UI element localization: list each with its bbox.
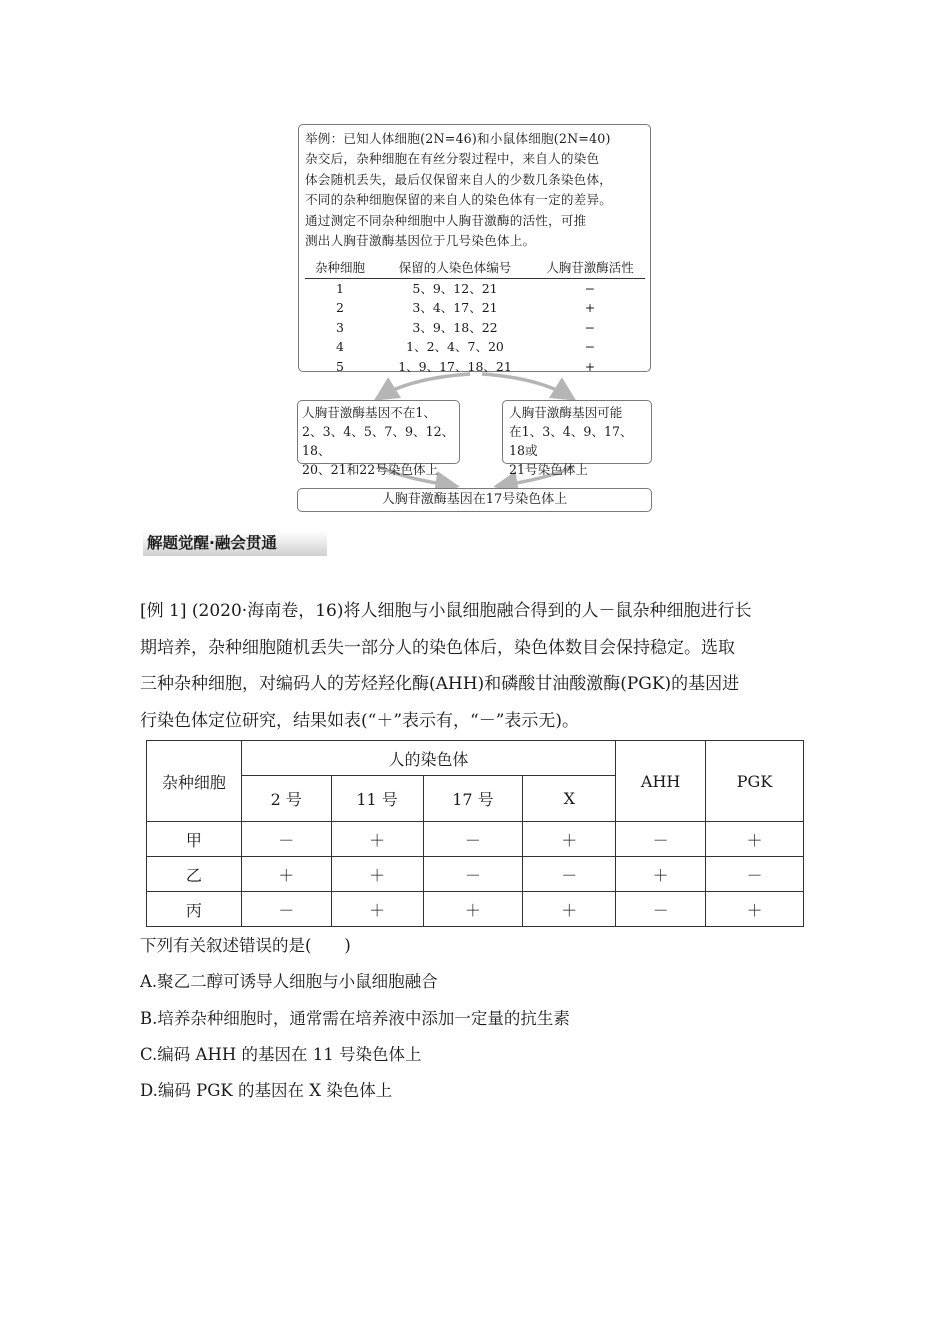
subheader-chrx: X <box>523 776 616 822</box>
example-line: 杂交后，杂种细胞在有丝分裂过程中，来自人的染色 <box>305 151 600 167</box>
table-cell: － <box>616 892 706 927</box>
arrow-to-left-box <box>378 374 470 398</box>
mini-cell: 2 <box>336 300 344 316</box>
mini-cell: 3、4、17、21 <box>412 300 498 316</box>
table-cell: 丙 <box>147 892 242 927</box>
excluded-chromosomes-box <box>297 400 460 477</box>
box-line: 2、3、4、5、7、9、12、18、 <box>302 424 455 458</box>
mini-header-cell: 保留的人染色体编号 <box>398 260 512 275</box>
question-line: 期培养，杂种细胞随机丢失一部分人的染色体后，染色体数目会保持稳定。选取 <box>140 637 735 658</box>
question-options <box>140 928 570 1109</box>
table-cell: － <box>423 822 523 857</box>
table-cell: ＋ <box>523 822 616 857</box>
header-ahh: AHH <box>616 741 706 822</box>
question-line: 行染色体定位研究，结果如表(“＋”表示有，“－”表示无)。 <box>140 710 580 731</box>
mini-cell: − <box>584 319 596 335</box>
question-prompt: 下列有关叙述错误的是( ) <box>140 936 351 955</box>
example-line: 不同的杂种细胞保留的来自人的染色体有一定的差异。 <box>305 192 613 208</box>
table-cell: － <box>423 857 523 892</box>
header-pgk: PGK <box>706 741 804 822</box>
table-cell: ＋ <box>331 822 423 857</box>
table-row <box>147 822 804 857</box>
flow-arrows <box>0 0 950 520</box>
option-b[interactable]: B.培养杂种细胞时，通常需在培养液中添加一定量的抗生素 <box>140 1008 570 1028</box>
option-a[interactable]: A.聚乙二醇可诱导人细胞与小鼠细胞融合 <box>140 972 438 992</box>
example-line: 体会随机丢失，最后仅保留来自人的少数几条染色体， <box>305 171 613 187</box>
chromosome-mapping-diagram <box>0 0 950 520</box>
table-cell: ＋ <box>616 857 706 892</box>
mini-cell: + <box>584 358 596 374</box>
mini-cell: 3、9、18、22 <box>412 319 498 335</box>
mini-cell: 1、2、4、7、20 <box>406 339 504 355</box>
mini-header-cell: 杂种细胞 <box>314 260 365 275</box>
table-cell: 甲 <box>147 822 242 857</box>
box-line: 21号染色体上 <box>509 462 588 477</box>
example-line: 测出人胸苷激酶基因位于几号染色体上。 <box>305 233 536 249</box>
table-cell: － <box>706 857 804 892</box>
table-cell: 乙 <box>147 857 242 892</box>
mini-cell: 5、9、12、21 <box>412 281 498 296</box>
mini-cell: 4 <box>336 339 344 355</box>
mini-cell: + <box>584 300 596 316</box>
arrow-to-right-box <box>482 374 572 398</box>
table-cell: － <box>241 892 331 927</box>
option-c[interactable]: C.编码 AHH 的基因在 11 号染色体上 <box>140 1044 422 1064</box>
subheader-chr17: 17 号 <box>423 776 523 822</box>
question-text <box>140 593 815 739</box>
mini-cell: 1 <box>336 281 344 296</box>
table-cell: ＋ <box>523 892 616 927</box>
example-line: 通过测定不同杂种细胞中人胸苷激酶的活性，可推 <box>305 212 587 228</box>
question-line: [例 1] (2020·海南卷，16)将人细胞与小鼠细胞融合得到的人－鼠杂种细胞进行长 <box>140 601 752 621</box>
option-d[interactable]: D.编码 PGK 的基因在 X 染色体上 <box>140 1081 393 1101</box>
table-cell: ＋ <box>423 892 523 927</box>
section-heading: 解题觉醒·融会贯通 <box>143 530 327 556</box>
mini-cell: − <box>584 339 596 355</box>
table-cell: ＋ <box>241 857 331 892</box>
example-line: 举例：已知人体细胞(2N=46)和小鼠体细胞(2N=40) <box>305 131 611 146</box>
subheader-chr11: 11 号 <box>331 776 423 822</box>
conclusion-box: 人胸苷激酶基因在17号染色体上 <box>297 488 652 512</box>
table-row <box>147 857 804 892</box>
mini-header-cell: 人胸苷激酶活性 <box>546 260 634 275</box>
possible-chromosomes-box <box>502 400 652 477</box>
box-line: 人胸苷激酶基因不在1、 <box>302 405 436 420</box>
table-cell: ＋ <box>331 892 423 927</box>
mini-cell: 1、9、17、18、21 <box>398 358 512 374</box>
table-cell: － <box>241 822 331 857</box>
table-cell: － <box>523 857 616 892</box>
box-line: 人胸苷激酶基因可能 <box>509 405 623 420</box>
mini-cell: 3 <box>336 319 344 335</box>
table-cell: ＋ <box>706 822 804 857</box>
table-cell: ＋ <box>706 892 804 927</box>
subheader-chr2: 2 号 <box>241 776 331 822</box>
mini-cell: 5 <box>336 358 344 374</box>
header-hybrid-cell: 杂种细胞 <box>147 741 242 822</box>
table-row <box>147 892 804 927</box>
table-cell: ＋ <box>331 857 423 892</box>
results-table <box>146 740 804 927</box>
question-line: 三种杂种细胞，对编码人的芳烃羟化酶(AHH)和磷酸甘油酸激酶(PGK)的基因进 <box>140 674 740 694</box>
mini-cell: − <box>584 281 596 296</box>
box-line: 在1、3、4、9、17、18或 <box>509 424 633 458</box>
box-line: 20、21和22号染色体上 <box>302 462 439 477</box>
header-human-chromosomes: 人的染色体 <box>241 741 615 776</box>
table-cell: － <box>616 822 706 857</box>
